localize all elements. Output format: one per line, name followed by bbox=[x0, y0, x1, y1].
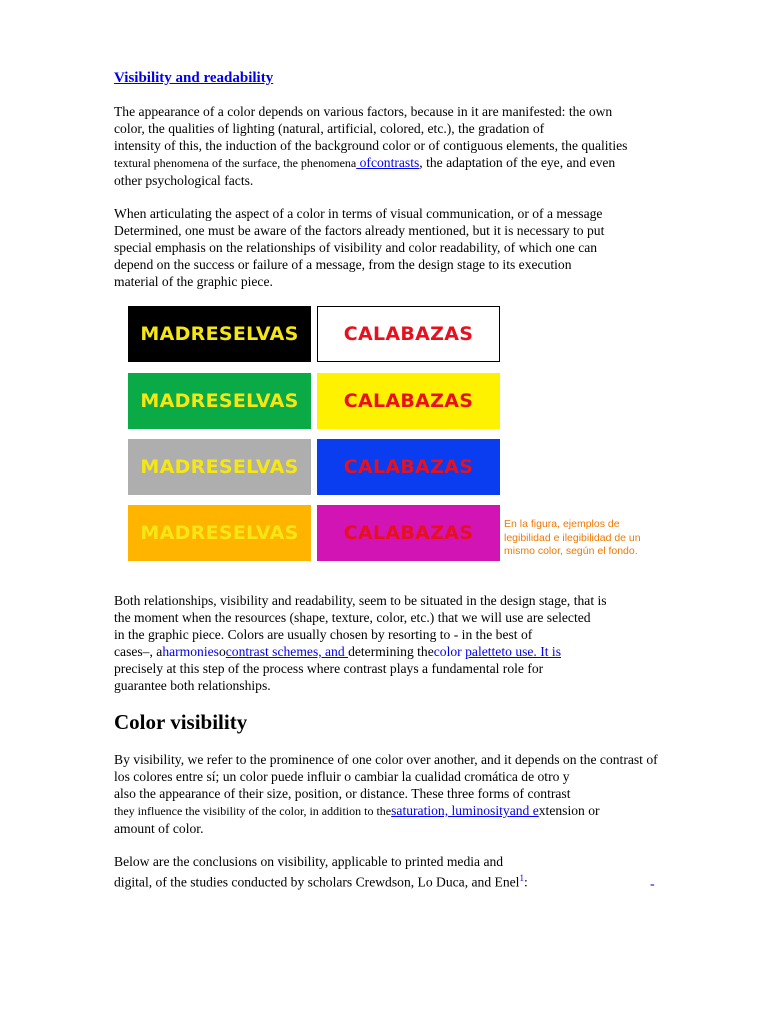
link-to-use[interactable]: to use. It is bbox=[501, 644, 562, 659]
dash-link[interactable]: - bbox=[650, 877, 655, 892]
paragraph-color-appearance: The appearance of a color depends on various factors, because in it are manifested: the own color, the qualities of lighting (natural, artificial, colored, etc.), the gradation of intensity of this, the induction of the background color or of contiguous elements, the qualities textural phenomena of the surface, the phenomena ofcontrasts, the adaptation of the eye, and even other psychological facts. bbox=[114, 104, 628, 188]
link-saturation-luminosity[interactable]: saturation, luminosity bbox=[391, 803, 510, 818]
link-palette[interactable]: palette bbox=[465, 644, 502, 659]
paragraph-conclusions: Below are the conclusions on visibility, applicable to printed media and digital, of the studies conducted by scholars Crewdson, Lo Duca, and Enel$^1$: bbox=[114, 854, 528, 890]
figure-caption: En la figura, ejemplos de legibilidad e ilegibilidad de un mismo color, según el fondo. bbox=[504, 518, 641, 557]
link-contrast-schemes[interactable]: contrast schemes, and bbox=[225, 644, 349, 659]
paragraph-relationships: Both relationships, visibility and readability, seem to be situated in the design stage, that is the moment when the resources (shape, texture, color, etc.) that we will use are selected in the graphic piece. Colors are usually chosen by resorting to - in the best of cases–, aharmoniesocontrast schemes, and determining thecolor paletteto use. It is precisely at this step of the process where contrast plays a fundamental role for guarantee both relationships. bbox=[114, 593, 607, 693]
swatch-calabazas-yellow: CALABAZAS bbox=[317, 373, 500, 429]
document-page bbox=[114, 70, 662, 907]
link-color[interactable]: color bbox=[433, 644, 462, 659]
footnote-ref[interactable]: 1 bbox=[519, 873, 524, 883]
swatch-madreselvas-orange: MADRESELVAS bbox=[128, 505, 311, 561]
link-of[interactable]: of bbox=[356, 155, 371, 170]
swatch-calabazas-white: CALABAZAS bbox=[317, 306, 500, 362]
link-and-extension[interactable]: and e bbox=[509, 803, 539, 818]
link-harmonies[interactable]: harmonies bbox=[162, 644, 219, 659]
swatch-madreselvas-black: MADRESELVAS bbox=[128, 306, 311, 362]
link-contrasts[interactable]: contrasts bbox=[370, 155, 420, 170]
heading-color-visibility: Color visibility bbox=[114, 710, 248, 734]
legibility-figure bbox=[120, 306, 660, 568]
section-title-visibility-readability[interactable]: Visibility and readability bbox=[114, 70, 274, 86]
swatch-madreselvas-gray: MADRESELVAS bbox=[128, 439, 311, 495]
swatch-calabazas-blue: CALABAZAS bbox=[317, 439, 500, 495]
paragraph-visibility-definition: By visibility, we refer to the prominence of one color over another, and it depends on the contrast of los colores entre sí; un color puede influir o cambiar la cualidad cromática de otro y also the appearance of their size, position, or distance. These three forms of contrast they influence the visibility of the color, in addition to thesaturation, luminosityand extension or amount of color. bbox=[114, 752, 658, 836]
swatch-madreselvas-green: MADRESELVAS bbox=[128, 373, 311, 429]
swatch-calabazas-magenta: CALABAZAS bbox=[317, 505, 500, 561]
paragraph-visual-communication: When articulating the aspect of a color in terms of visual communication, or of a message Determined, one must be aware of the factors already mentioned, but it is necessary to put special emphasis on the relationships of visibility and color readability, of which one can depend on the success or failure of a message, from the design stage to its execution material of the graphic piece. bbox=[114, 206, 605, 289]
